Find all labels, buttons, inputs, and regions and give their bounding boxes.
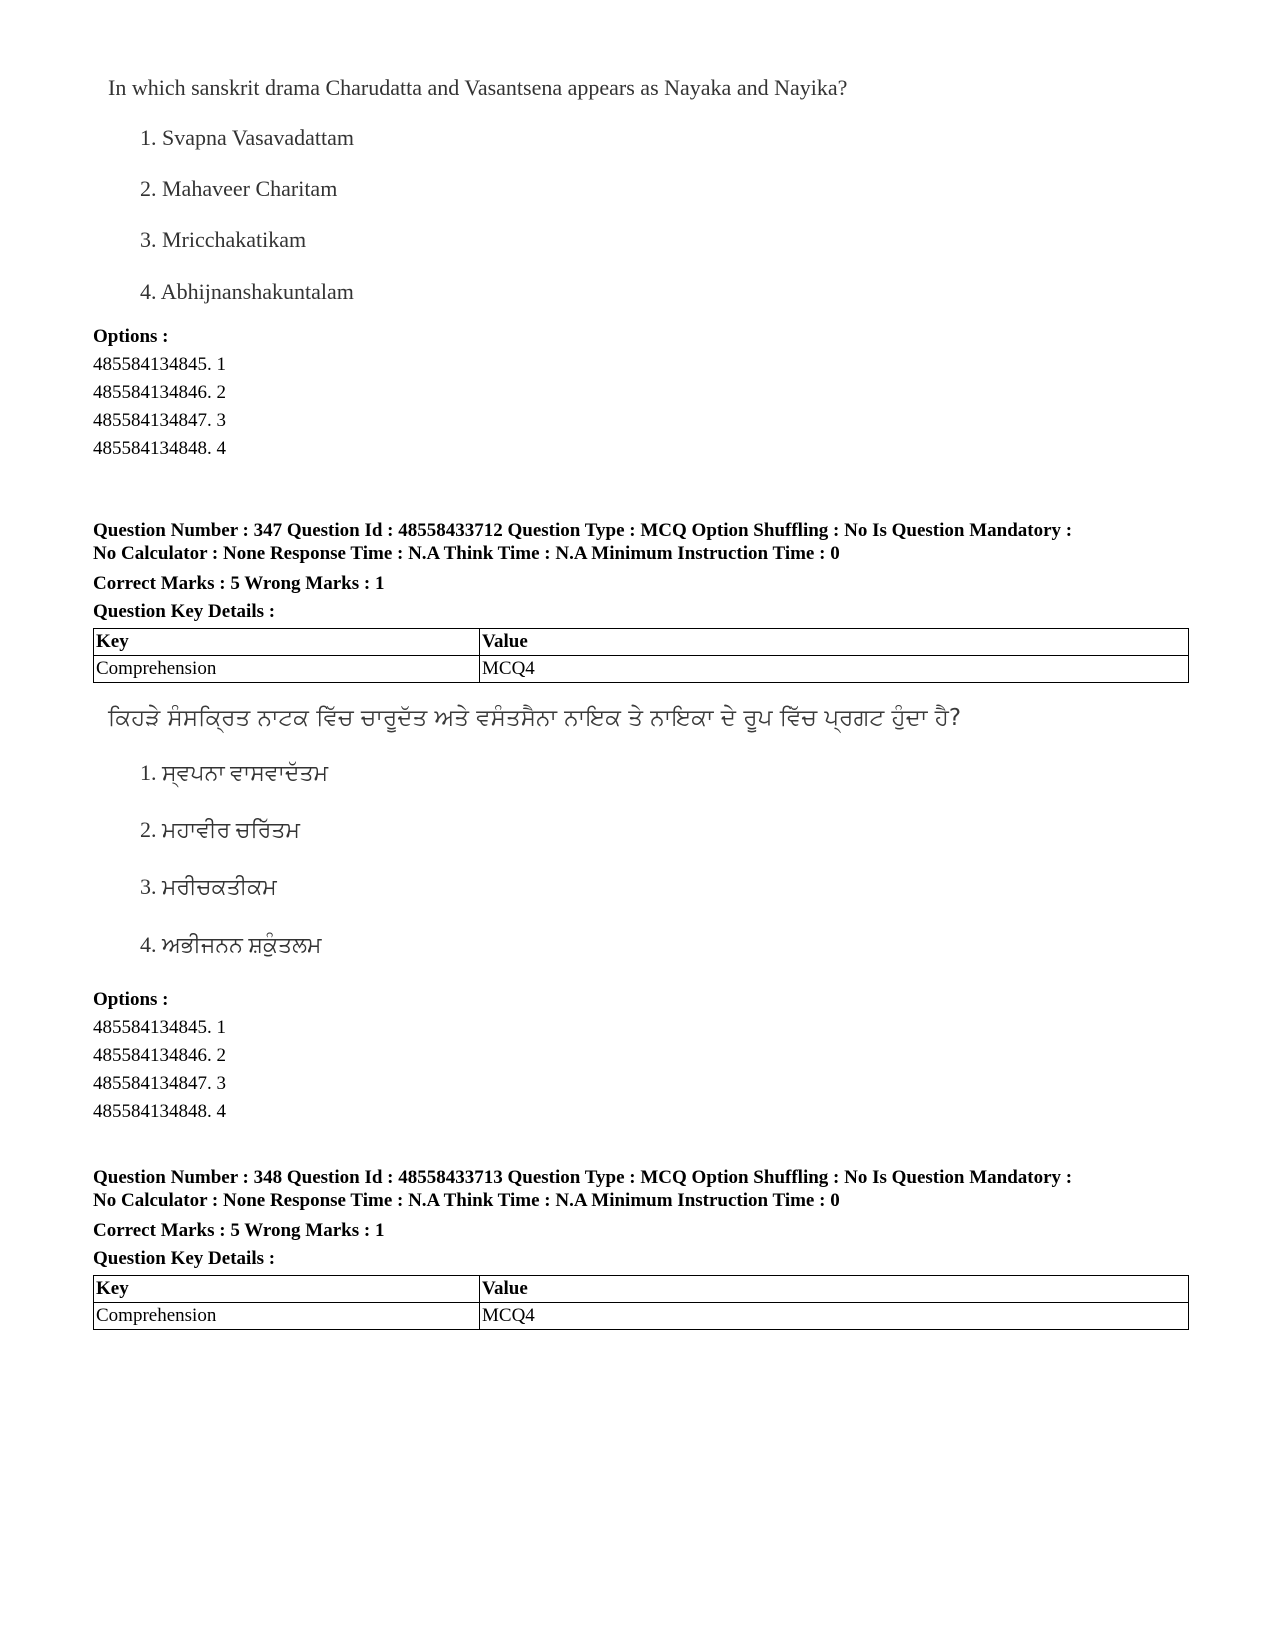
- table-header-row: [94, 1276, 1189, 1303]
- question-option: 2. Mahaveer Charitam: [140, 176, 338, 201]
- table-header-row: [94, 629, 1189, 656]
- table-header-cell: Value: [480, 1276, 1189, 1303]
- marks-line: Correct Marks : 5 Wrong Marks : 1: [93, 1220, 385, 1241]
- option-id-line: 485584134846. 2: [93, 1045, 226, 1066]
- question-meta-line: No Calculator : None Response Time : N.A Think Time : N.A Minimum Instruction Time : 0: [93, 1190, 840, 1211]
- options-heading: Options :: [93, 326, 169, 347]
- key-details-table: [93, 628, 1189, 683]
- question-meta-line: Question Number : 347 Question Id : 48558433712 Question Type : MCQ Option Shuffling : No Is Question Mandatory :: [93, 520, 1073, 541]
- question-option: 4. Abhijnanshakuntalam: [140, 279, 354, 304]
- question-option: 1. ਸ੍ਵਪਨਾ ਵਾਸਵਾਦੱਤਮ: [140, 760, 329, 785]
- question-option: 1. Svapna Vasavadattam: [140, 125, 355, 150]
- key-details-heading: Question Key Details :: [93, 601, 276, 622]
- question-option: 2. ਮਹਾਵੀਰ ਚਰਿੱਤਮ: [140, 817, 300, 842]
- question-option: 3. Mricchakatikam: [140, 227, 307, 252]
- option-id-line: 485584134847. 3: [93, 410, 226, 431]
- key-details-table: [93, 1275, 1189, 1330]
- options-list: [93, 986, 226, 1126]
- option-id-line: 485584134845. 1: [93, 1017, 226, 1038]
- table-header-cell: Value: [480, 629, 1189, 656]
- question-meta-line: Question Number : 348 Question Id : 48558433713 Question Type : MCQ Option Shuffling : No Is Question Mandatory :: [93, 1167, 1073, 1188]
- question-text: ਕਿਹੜੇ ਸੰਸਕ੍ਰਿਤ ਨਾਟਕ ਵਿੱਚ ਚਾਰੂਦੱਤ ਅਤੇ ਵਸੰਤਸੈਨਾ ਨਾਇਕ ਤੇ ਨਾਇਕਾ ਦੇ ਰੂਪ ਵਿੱਚ ਪ੍ਰਗਟ ਹੁੰਦਾ ਹੈ?: [108, 705, 962, 731]
- question-image-punjabi: [108, 704, 962, 957]
- question-option: 4. ਅਭੀਜਨਨ ਸ਼ਕੁੰਤਲਮ: [140, 932, 322, 957]
- option-id-line: 485584134846. 2: [93, 382, 226, 403]
- marks-line: Correct Marks : 5 Wrong Marks : 1: [93, 573, 385, 594]
- table-header-cell: Key: [94, 629, 480, 656]
- options-list: [93, 323, 226, 463]
- table-cell: MCQ4: [480, 656, 1189, 683]
- table-row: [94, 1303, 1189, 1330]
- question-image-english: [108, 74, 848, 304]
- option-id-line: 485584134847. 3: [93, 1073, 226, 1094]
- option-id-line: 485584134845. 1: [93, 354, 226, 375]
- question-meta-line: No Calculator : None Response Time : N.A Think Time : N.A Minimum Instruction Time : 0: [93, 543, 840, 564]
- table-cell: Comprehension: [94, 1303, 480, 1330]
- option-id-line: 485584134848. 4: [93, 438, 226, 459]
- options-heading: Options :: [93, 989, 169, 1010]
- table-cell: MCQ4: [480, 1303, 1189, 1330]
- question-meta-348: [93, 1166, 1193, 1273]
- question-text: In which sanskrit drama Charudatta and Vasantsena appears as Nayaka and Nayika?: [108, 75, 848, 100]
- table-header-cell: Key: [94, 1276, 480, 1303]
- question-option: 3. ਮਰੀਚਕਤੀਕਮ: [140, 874, 277, 899]
- option-id-line: 485584134848. 4: [93, 1101, 226, 1122]
- table-row: [94, 656, 1189, 683]
- key-details-heading: Question Key Details :: [93, 1248, 276, 1269]
- table-cell: Comprehension: [94, 656, 480, 683]
- question-meta-347: [93, 519, 1193, 626]
